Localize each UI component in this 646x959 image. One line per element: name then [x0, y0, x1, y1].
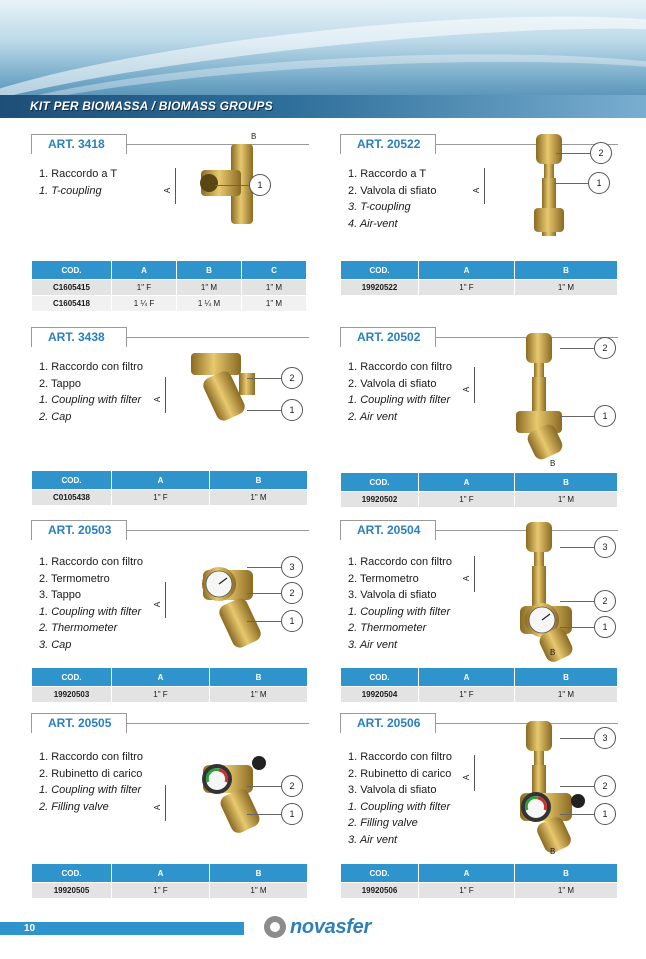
- callout-leader: [554, 183, 588, 184]
- spec-table-header: A: [419, 668, 515, 687]
- component-en: 1. Coupling with filter: [348, 394, 451, 406]
- dimension-label-a: A: [153, 396, 163, 403]
- component-en: 2. Cap: [39, 410, 72, 423]
- spec-table: [340, 667, 618, 703]
- spec-table-header: COD.: [341, 864, 419, 883]
- dimension-line: [165, 785, 166, 821]
- component-it: 2. Termometro: [348, 572, 419, 585]
- product-code: 19920506: [341, 883, 419, 899]
- article-number: ART. 20503: [31, 520, 127, 540]
- component-en: 3. Air vent: [348, 833, 398, 846]
- article-number: ART. 3418: [31, 134, 127, 154]
- spec-value: 1" F: [419, 492, 515, 508]
- callout-number: 1: [281, 610, 303, 632]
- component-it: 2. Valvola di sfiato: [348, 184, 437, 197]
- component-list: [348, 166, 436, 232]
- spec-value: 1" F: [112, 280, 177, 296]
- component-en: 3. T-coupling: [348, 201, 411, 213]
- component-it: 2. Tappo: [39, 377, 82, 390]
- article-number: ART. 20505: [31, 713, 127, 733]
- callout-leader: [560, 738, 594, 739]
- callout-number: 1: [249, 174, 271, 196]
- callout-number: 1: [281, 399, 303, 421]
- spec-value: 1" F: [419, 280, 515, 296]
- spec-table-header: COD.: [341, 668, 419, 687]
- component-list: [348, 749, 452, 848]
- dimension-label-a: A: [153, 601, 163, 608]
- component-en: 2. Thermometer: [39, 622, 118, 634]
- component-it: 2. Rubinetto di carico: [348, 767, 452, 780]
- component-en: 3. Air vent: [348, 638, 398, 651]
- dimension-line: [474, 367, 475, 403]
- page-number: 10: [24, 923, 36, 934]
- dimension-label-a: A: [153, 804, 163, 811]
- spec-value: 1" F: [419, 687, 515, 703]
- spec-table-header: B: [210, 471, 308, 490]
- spec-table-header: C: [242, 261, 307, 280]
- callout-leader: [215, 185, 249, 186]
- callout-leader: [247, 786, 281, 787]
- component-en: 1. Coupling with filter: [39, 605, 142, 618]
- spec-table: [340, 863, 618, 899]
- table-row: [32, 883, 308, 899]
- component-en: 2. Air vent: [348, 410, 398, 423]
- page-header: [0, 0, 646, 118]
- product-code: C0105438: [32, 490, 112, 506]
- spec-value: 1" M: [515, 687, 618, 703]
- callout-leader: [560, 348, 594, 349]
- footer-bar: [0, 922, 244, 935]
- callout-leader: [247, 593, 281, 594]
- spec-table-header: A: [112, 864, 210, 883]
- product-section: [340, 711, 618, 923]
- dimension-line: [474, 556, 475, 592]
- callout-leader: [560, 814, 594, 815]
- component-en: 4. Air-vent: [348, 217, 398, 230]
- callout-leader: [560, 547, 594, 548]
- product-illustration: [191, 134, 301, 279]
- callout-number: 2: [281, 367, 303, 389]
- spec-value: 1 ¼ F: [112, 296, 177, 312]
- spec-table: [31, 667, 308, 703]
- callout-number: 3: [281, 556, 303, 578]
- product-code: C1605418: [32, 296, 112, 312]
- component-it: 1. Raccordo con filtro: [39, 751, 143, 763]
- callout-number: 1: [588, 172, 610, 194]
- dimension-line: [175, 168, 176, 204]
- component-it: 1. Raccordo con filtro: [39, 556, 143, 568]
- dimension-line: [484, 168, 485, 204]
- spec-table-header: B: [515, 261, 618, 280]
- brand-logo-icon: [264, 916, 286, 938]
- spec-table-header: B: [515, 864, 618, 883]
- dimension-label-b: B: [550, 459, 556, 468]
- product-code: 19920522: [341, 280, 419, 296]
- article-number: ART. 20504: [340, 520, 436, 540]
- spec-value: 1" F: [112, 883, 210, 899]
- spec-table: [31, 470, 308, 506]
- callout-leader: [247, 814, 281, 815]
- component-it: 2. Termometro: [39, 572, 110, 585]
- spec-table-header: A: [112, 471, 210, 490]
- spec-value: 1" M: [210, 687, 308, 703]
- spec-value: 1" M: [242, 280, 307, 296]
- spec-table-header: B: [515, 473, 618, 492]
- spec-table-header: B: [177, 261, 242, 280]
- callout-number: 1: [594, 616, 616, 638]
- spec-table-header: A: [419, 864, 515, 883]
- component-en: 1. Coupling with filter: [348, 800, 451, 813]
- spec-table-header: COD.: [341, 473, 419, 492]
- product-illustration: [181, 343, 291, 488]
- spec-value: 1" M: [515, 492, 618, 508]
- dimension-label-b: B: [550, 648, 556, 657]
- article-number: ART. 20522: [340, 134, 436, 154]
- component-it: 3. Tappo: [39, 589, 82, 601]
- spec-value: 1" F: [112, 490, 210, 506]
- dimension-line: [165, 582, 166, 618]
- callout-number: 3: [594, 727, 616, 749]
- table-row: [32, 296, 307, 312]
- product-illustration: [490, 522, 600, 667]
- article-number: ART. 20502: [340, 327, 436, 347]
- product-section: [340, 132, 618, 320]
- component-it: 1. Raccordo con filtro: [348, 361, 452, 373]
- callout-leader: [560, 627, 594, 628]
- table-row: [341, 280, 618, 296]
- component-it: 3. Valvola di sfiato: [348, 784, 437, 796]
- dimension-label-b: B: [550, 847, 556, 856]
- component-it: 1. Raccordo con filtro: [39, 361, 143, 373]
- component-list: [39, 554, 143, 653]
- product-illustration: [490, 721, 600, 866]
- callout-number: 1: [594, 405, 616, 427]
- spec-value: 1" M: [210, 883, 308, 899]
- component-it: 1. Raccordo a T: [348, 168, 427, 180]
- table-row: [32, 280, 307, 296]
- spec-table-header: COD.: [32, 261, 112, 280]
- callout-number: 2: [594, 590, 616, 612]
- component-en: 2. Filling valve: [39, 800, 109, 813]
- component-list: [39, 166, 117, 199]
- component-en: 1. Coupling with filter: [39, 784, 142, 796]
- table-row: [341, 883, 618, 899]
- callout-leader: [560, 601, 594, 602]
- dimension-label-a: A: [462, 575, 472, 582]
- callout-leader: [556, 153, 590, 154]
- callout-number: 2: [594, 337, 616, 359]
- product-code: 19920502: [341, 492, 419, 508]
- spec-value: 1" M: [210, 490, 308, 506]
- callout-number: 1: [281, 803, 303, 825]
- spec-table-header: COD.: [32, 471, 112, 490]
- spec-value: 1 ¼ M: [177, 296, 242, 312]
- brand-name: novasfer: [290, 915, 371, 938]
- product-section: [31, 711, 309, 923]
- component-list: [348, 554, 452, 653]
- table-row: [32, 687, 308, 703]
- component-en: 2. Filling valve: [348, 817, 418, 829]
- component-list: [39, 359, 143, 425]
- spec-table: [31, 863, 308, 899]
- spec-value: 1" M: [515, 280, 618, 296]
- spec-value: 1" M: [177, 280, 242, 296]
- dimension-label-a: A: [462, 774, 472, 781]
- spec-table-header: B: [515, 668, 618, 687]
- callout-leader: [560, 786, 594, 787]
- product-section: [340, 518, 618, 727]
- component-it: 1. Raccordo con filtro: [348, 556, 452, 568]
- product-section: [31, 518, 309, 727]
- product-code: 19920505: [32, 883, 112, 899]
- dimension-label-a: A: [163, 187, 173, 194]
- spec-table-header: A: [419, 473, 515, 492]
- dimension-line: [165, 377, 166, 413]
- component-en: 1. Coupling with filter: [348, 605, 451, 618]
- callout-number: 3: [594, 536, 616, 558]
- article-number: ART. 3438: [31, 327, 127, 347]
- spec-value: 1" M: [242, 296, 307, 312]
- component-en: 1. T-coupling: [39, 184, 102, 197]
- callout-number: 2: [281, 582, 303, 604]
- dimension-line: [474, 755, 475, 791]
- component-en: 1. Coupling with filter: [39, 394, 142, 406]
- spec-table-header: COD.: [341, 261, 419, 280]
- component-list: [348, 359, 452, 425]
- component-en: 3. Cap: [39, 638, 72, 651]
- spec-table: [340, 472, 618, 508]
- page-title: KIT PER BIOMASSA / BIOMASS GROUPS: [30, 99, 273, 113]
- callout-leader: [560, 416, 594, 417]
- callout-number: 2: [594, 775, 616, 797]
- spec-value: 1" F: [112, 687, 210, 703]
- callout-number: 1: [594, 803, 616, 825]
- table-row: [341, 687, 618, 703]
- component-it: 2. Valvola di sfiato: [348, 377, 437, 390]
- component-en: 2. Thermometer: [348, 622, 427, 634]
- dimension-label-b: B: [251, 132, 257, 141]
- component-list: [39, 749, 143, 815]
- spec-table-header: COD.: [32, 864, 112, 883]
- product-section: [31, 132, 309, 320]
- table-row: [341, 492, 618, 508]
- callout-leader: [247, 567, 281, 568]
- spec-table-header: B: [210, 668, 308, 687]
- spec-table-header: A: [112, 261, 177, 280]
- callout-leader: [247, 378, 281, 379]
- spec-table: [31, 260, 307, 312]
- component-it: 2. Rubinetto di carico: [39, 767, 143, 780]
- dimension-label-a: A: [472, 187, 482, 194]
- spec-table-header: A: [112, 668, 210, 687]
- product-section: [31, 325, 309, 530]
- spec-table: [340, 260, 618, 296]
- product-code: 19920503: [32, 687, 112, 703]
- component-it: 1. Raccordo a T: [39, 168, 118, 180]
- spec-table-header: COD.: [32, 668, 112, 687]
- spec-value: 1" M: [515, 883, 618, 899]
- article-number: ART. 20506: [340, 713, 436, 733]
- callout-leader: [247, 621, 281, 622]
- callout-number: 2: [281, 775, 303, 797]
- spec-value: 1" F: [419, 883, 515, 899]
- component-it: 3. Valvola di sfiato: [348, 589, 437, 601]
- spec-table-header: A: [419, 261, 515, 280]
- table-row: [32, 490, 308, 506]
- product-code: 19920504: [341, 687, 419, 703]
- component-it: 1. Raccordo con filtro: [348, 751, 452, 763]
- product-illustration: [490, 333, 600, 478]
- callout-leader: [247, 410, 281, 411]
- spec-table-header: B: [210, 864, 308, 883]
- brand-logo: [264, 916, 371, 938]
- callout-number: 2: [590, 142, 612, 164]
- product-code: C1605415: [32, 280, 112, 296]
- dimension-label-a: A: [462, 386, 472, 393]
- product-section: [340, 325, 618, 532]
